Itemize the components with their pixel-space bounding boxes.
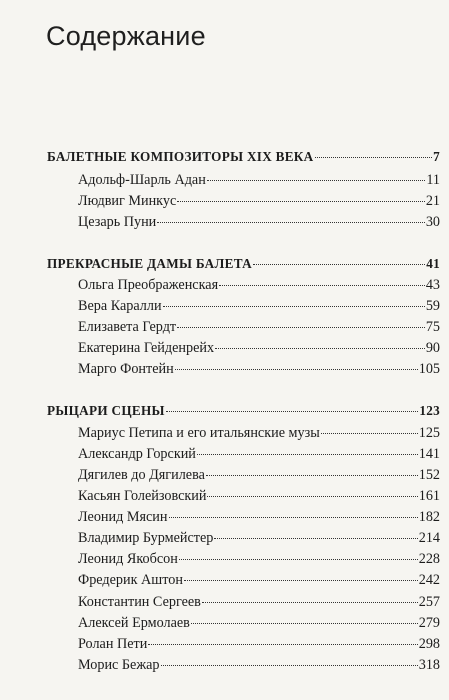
entry-title: Фредерик Аштон: [78, 572, 183, 588]
entry-title: Морис Бежар: [78, 657, 160, 673]
toc-entry[interactable]: [78, 509, 440, 526]
entry-title: Елизавета Гердт: [78, 319, 177, 335]
page-number: 41: [426, 256, 440, 271]
toc-entry[interactable]: [78, 214, 440, 231]
page-number: 182: [418, 509, 440, 525]
dot-leader: [197, 454, 418, 455]
page-number: 161: [418, 488, 440, 504]
section-title: РЫЦАРИ СЦЕНЫ: [47, 403, 165, 418]
dot-leader: [177, 201, 425, 202]
toc-entry[interactable]: [78, 319, 440, 336]
dot-leader: [166, 411, 419, 412]
page-number: 59: [425, 298, 440, 314]
entry-title: Владимир Бурмейстер: [78, 530, 214, 546]
entry-title: Леонид Мясин: [78, 509, 168, 525]
dot-leader: [207, 180, 426, 181]
toc-entry[interactable]: [78, 446, 440, 463]
dot-leader: [175, 369, 418, 370]
dot-leader: [315, 157, 433, 158]
toc-entry[interactable]: [78, 572, 440, 589]
entry-title: Константин Сергеев: [78, 594, 201, 610]
toc-entry[interactable]: [78, 594, 440, 611]
toc-entry[interactable]: [78, 425, 440, 442]
page-title: Содержание: [46, 21, 206, 51]
page-number: 43: [425, 277, 440, 293]
dot-leader: [161, 665, 418, 666]
page-number: 214: [418, 530, 440, 546]
toc-entry[interactable]: [78, 488, 440, 505]
dot-leader: [215, 348, 425, 349]
entry-title: Вера Каралли: [78, 298, 162, 314]
dot-leader: [179, 559, 418, 560]
dot-leader: [219, 285, 425, 286]
entry-title: Дягилев до Дягилева: [78, 467, 205, 483]
entry-title: Ольга Преображенская: [78, 277, 219, 293]
entry-title: Касьян Голейзовский: [78, 488, 207, 504]
dot-leader: [163, 306, 425, 307]
page-number: 7: [433, 149, 440, 164]
toc-entry[interactable]: [78, 657, 440, 674]
toc-entry[interactable]: [78, 277, 440, 294]
toc-entry[interactable]: [78, 361, 440, 378]
dot-leader: [169, 517, 418, 518]
toc-entry[interactable]: [78, 551, 440, 568]
page-number: 242: [418, 572, 440, 588]
entry-title: Ролан Пети: [78, 636, 148, 652]
toc-section-heading[interactable]: [47, 149, 440, 165]
page-number: 257: [418, 594, 440, 610]
section-title: БАЛЕТНЫЕ КОМПОЗИТОРЫ XIX ВЕКА: [47, 149, 314, 164]
toc-entry[interactable]: [78, 172, 440, 189]
entry-title: Екатерина Гейденрейх: [78, 340, 215, 356]
toc-section-heading[interactable]: [47, 403, 440, 419]
page-number: 75: [425, 319, 440, 335]
page-number: 318: [418, 657, 440, 673]
dot-leader: [214, 538, 417, 539]
page-number: 279: [418, 615, 440, 631]
page-number: 152: [418, 467, 440, 483]
entry-title: Александр Горский: [78, 446, 196, 462]
toc-entry[interactable]: [78, 193, 440, 210]
dot-leader: [191, 623, 418, 624]
dot-leader: [202, 602, 418, 603]
entry-title: Людвиг Минкус: [78, 193, 177, 209]
page-number: 30: [425, 214, 440, 230]
page-number: 21: [425, 193, 440, 209]
dot-leader: [206, 475, 418, 476]
toc-entry[interactable]: [78, 298, 440, 315]
page-number: 228: [418, 551, 440, 567]
dot-leader: [321, 433, 418, 434]
entry-title: Цезарь Пуни: [78, 214, 157, 230]
page-number: 298: [418, 636, 440, 652]
page-number: 90: [425, 340, 440, 356]
dot-leader: [148, 644, 417, 645]
dot-leader: [157, 222, 425, 223]
entry-title: Мариус Петипа и его итальянские музы: [78, 425, 320, 441]
toc-entry[interactable]: [78, 530, 440, 547]
toc-entry[interactable]: [78, 615, 440, 632]
page-number: 11: [426, 172, 440, 188]
section-title: ПРЕКРАСНЫЕ ДАМЫ БАЛЕТА: [47, 256, 252, 271]
dot-leader: [177, 327, 425, 328]
page-number: 123: [419, 403, 440, 418]
toc-entry[interactable]: [78, 340, 440, 357]
entry-title: Алексей Ермолаев: [78, 615, 190, 631]
dot-leader: [184, 580, 418, 581]
entry-title: Марго Фонтейн: [78, 361, 174, 377]
toc-section-heading[interactable]: [47, 256, 440, 272]
toc-entry[interactable]: [78, 467, 440, 484]
page-number: 105: [418, 361, 440, 377]
toc-entry[interactable]: [78, 636, 440, 653]
dot-leader: [253, 264, 425, 265]
page-number: 125: [418, 425, 440, 441]
entry-title: Адольф-Шарль Адан: [78, 172, 206, 188]
page-number: 141: [418, 446, 440, 462]
entry-title: Леонид Якобсон: [78, 551, 178, 567]
dot-leader: [207, 496, 417, 497]
